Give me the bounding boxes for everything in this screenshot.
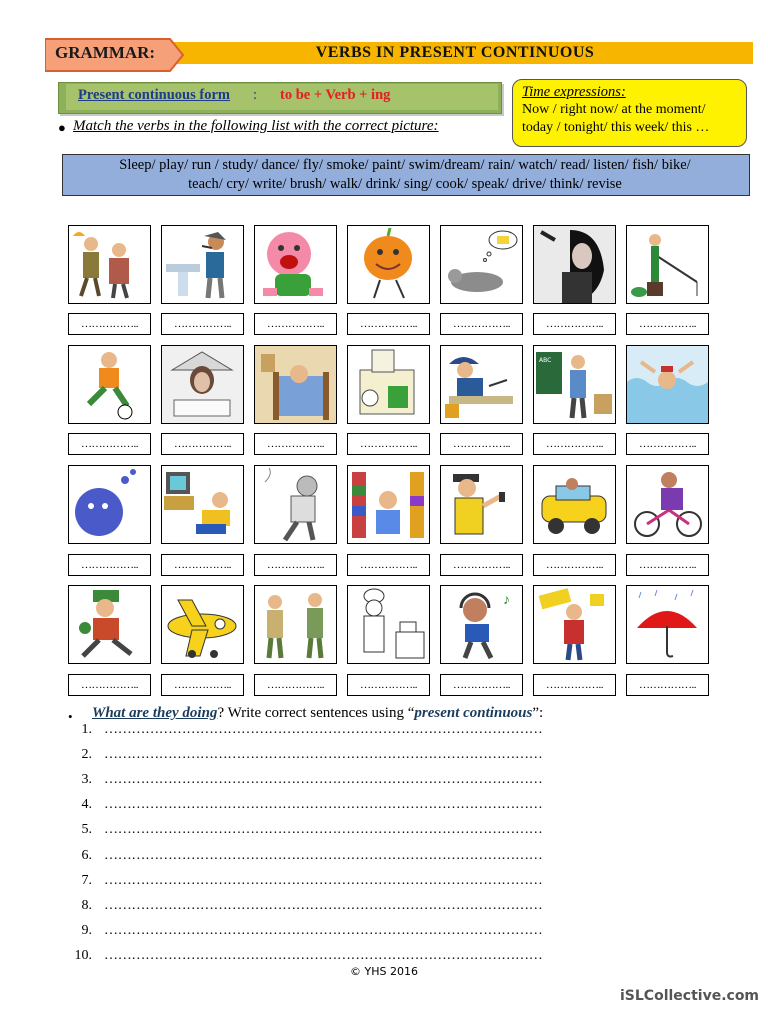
answer-blank[interactable]: …………….. <box>533 554 616 576</box>
answer-blank[interactable]: …………….. <box>533 674 616 696</box>
answer-blank[interactable]: …………….. <box>254 433 337 455</box>
sentence-number: 7. <box>81 873 92 888</box>
time-expressions-title: Time expressions: <box>522 84 626 100</box>
answer-blank[interactable]: …………….. <box>440 674 523 696</box>
sentence-number: 6. <box>81 848 92 863</box>
watermark: iSLCollective.com <box>620 988 760 1004</box>
think-picture <box>68 465 151 544</box>
answer-blank[interactable]: …………….. <box>626 554 709 576</box>
answer-blank[interactable]: …………….. <box>440 433 523 455</box>
sentence-number: 10. <box>74 948 92 963</box>
sentence-line[interactable]: …………………………………………………………………………………… <box>104 797 543 812</box>
sentence-line[interactable]: …………………………………………………………………………………… <box>104 822 543 837</box>
answer-blank[interactable]: …………….. <box>254 554 337 576</box>
answer-blank[interactable]: …………….. <box>347 554 430 576</box>
sentence-line[interactable]: …………………………………………………………………………………… <box>104 948 543 963</box>
answer-blank[interactable]: …………….. <box>68 674 151 696</box>
teach-picture <box>533 345 616 424</box>
sleep-picture <box>254 345 337 424</box>
rain-picture <box>626 585 709 664</box>
answer-blank[interactable]: …………….. <box>626 313 709 335</box>
answer-blank[interactable]: …………….. <box>440 313 523 335</box>
answer-blank[interactable]: …………….. <box>68 554 151 576</box>
paint-picture <box>347 345 430 424</box>
dream-picture <box>440 225 523 304</box>
revise-picture <box>347 465 430 544</box>
cook-picture <box>347 585 430 664</box>
answer-blank[interactable]: …………….. <box>161 554 244 576</box>
fish-picture <box>626 225 709 304</box>
form-colon: : <box>253 87 258 103</box>
grammar-label: GRAMMAR: <box>55 43 156 62</box>
sentence-number: 5. <box>81 822 92 837</box>
answer-blank[interactable]: …………….. <box>347 433 430 455</box>
bike-picture <box>626 465 709 544</box>
answer-blank[interactable]: …………….. <box>161 674 244 696</box>
sentence-number: 8. <box>81 898 92 913</box>
sentence-number: 9. <box>81 923 92 938</box>
watch-picture <box>161 465 244 544</box>
sentence-line[interactable]: …………………………………………………………………………………… <box>104 747 543 762</box>
bullet-icon: • <box>68 709 73 724</box>
answer-blank[interactable]: …………….. <box>347 313 430 335</box>
sentence-line[interactable]: …………………………………………………………………………………… <box>104 923 543 938</box>
dance-picture <box>347 225 430 304</box>
answer-blank[interactable]: …………….. <box>440 554 523 576</box>
form-label: Present continuous form <box>78 87 230 103</box>
sentence-number: 1. <box>81 722 92 737</box>
swim-picture <box>626 345 709 424</box>
sentence-number: 2. <box>81 747 92 762</box>
sentence-number: 3. <box>81 772 92 787</box>
question-prefix: What are they doing <box>92 705 218 721</box>
answer-blank[interactable]: …………….. <box>533 433 616 455</box>
form-formula: to be + Verb + ing <box>280 87 391 103</box>
verb-list-line: teach/ cry/ write/ brush/ walk/ drink/ sing/ cook/ speak/ drive/ think/ revise <box>188 176 622 192</box>
smoke-picture <box>254 465 337 544</box>
answer-blank[interactable]: …………….. <box>254 313 337 335</box>
sentences-instruction <box>92 705 543 722</box>
answer-blank[interactable]: …………….. <box>533 313 616 335</box>
answer-blank[interactable]: …………….. <box>161 313 244 335</box>
play-picture <box>68 345 151 424</box>
fly-picture <box>161 585 244 664</box>
sentence-line[interactable]: …………………………………………………………………………………… <box>104 873 543 888</box>
sentence-number: 4. <box>81 797 92 812</box>
sentence-line[interactable]: …………………………………………………………………………………… <box>104 772 543 787</box>
question-suffix: ”: <box>532 705 544 721</box>
answer-blank[interactable]: …………….. <box>626 433 709 455</box>
write-picture <box>440 345 523 424</box>
read-picture <box>161 345 244 424</box>
speak-picture <box>440 465 523 544</box>
question-middle: ? Write correct sentences using “ <box>217 705 415 721</box>
copyright-notice: © YHS 2016 <box>350 965 418 978</box>
study-picture <box>533 585 616 664</box>
time-expressions-line: today / tonight/ this week/ this … <box>522 120 710 135</box>
time-expressions-line: Now / right now/ at the moment/ <box>522 102 706 117</box>
match-instruction: Match the verbs in the following list with the correct picture: <box>73 118 439 134</box>
run-picture <box>68 585 151 664</box>
page-title: VERBS IN PRESENT CONTINUOUS <box>315 44 595 61</box>
answer-blank[interactable]: …………….. <box>347 674 430 696</box>
sentence-line[interactable]: …………………………………………………………………………………… <box>104 898 543 913</box>
svg-text:♪: ♪ <box>503 593 510 608</box>
drink-picture <box>254 585 337 664</box>
svg-text:ABC: ABC <box>539 357 552 364</box>
answer-blank[interactable]: …………….. <box>161 433 244 455</box>
walk-picture <box>68 225 151 304</box>
bullet-icon: ● <box>58 120 66 135</box>
answer-blank[interactable]: …………….. <box>68 433 151 455</box>
brush-picture <box>161 225 244 304</box>
verb-list-line: Sleep/ play/ run / study/ dance/ fly/ smoke/ paint/ swim/dream/ rain/ watch/ read/ listen/ fish/ bike/ <box>119 157 691 173</box>
cry-picture <box>254 225 337 304</box>
question-emphasis: present continuous <box>414 705 533 721</box>
answer-blank[interactable]: …………….. <box>68 313 151 335</box>
listen-picture <box>440 585 523 664</box>
drive-picture <box>533 465 616 544</box>
sentence-line[interactable]: …………………………………………………………………………………… <box>104 848 543 863</box>
answer-blank[interactable]: …………….. <box>626 674 709 696</box>
sentence-line[interactable]: …………………………………………………………………………………… <box>104 722 543 737</box>
answer-blank[interactable]: …………….. <box>254 674 337 696</box>
sing-picture <box>533 225 616 304</box>
